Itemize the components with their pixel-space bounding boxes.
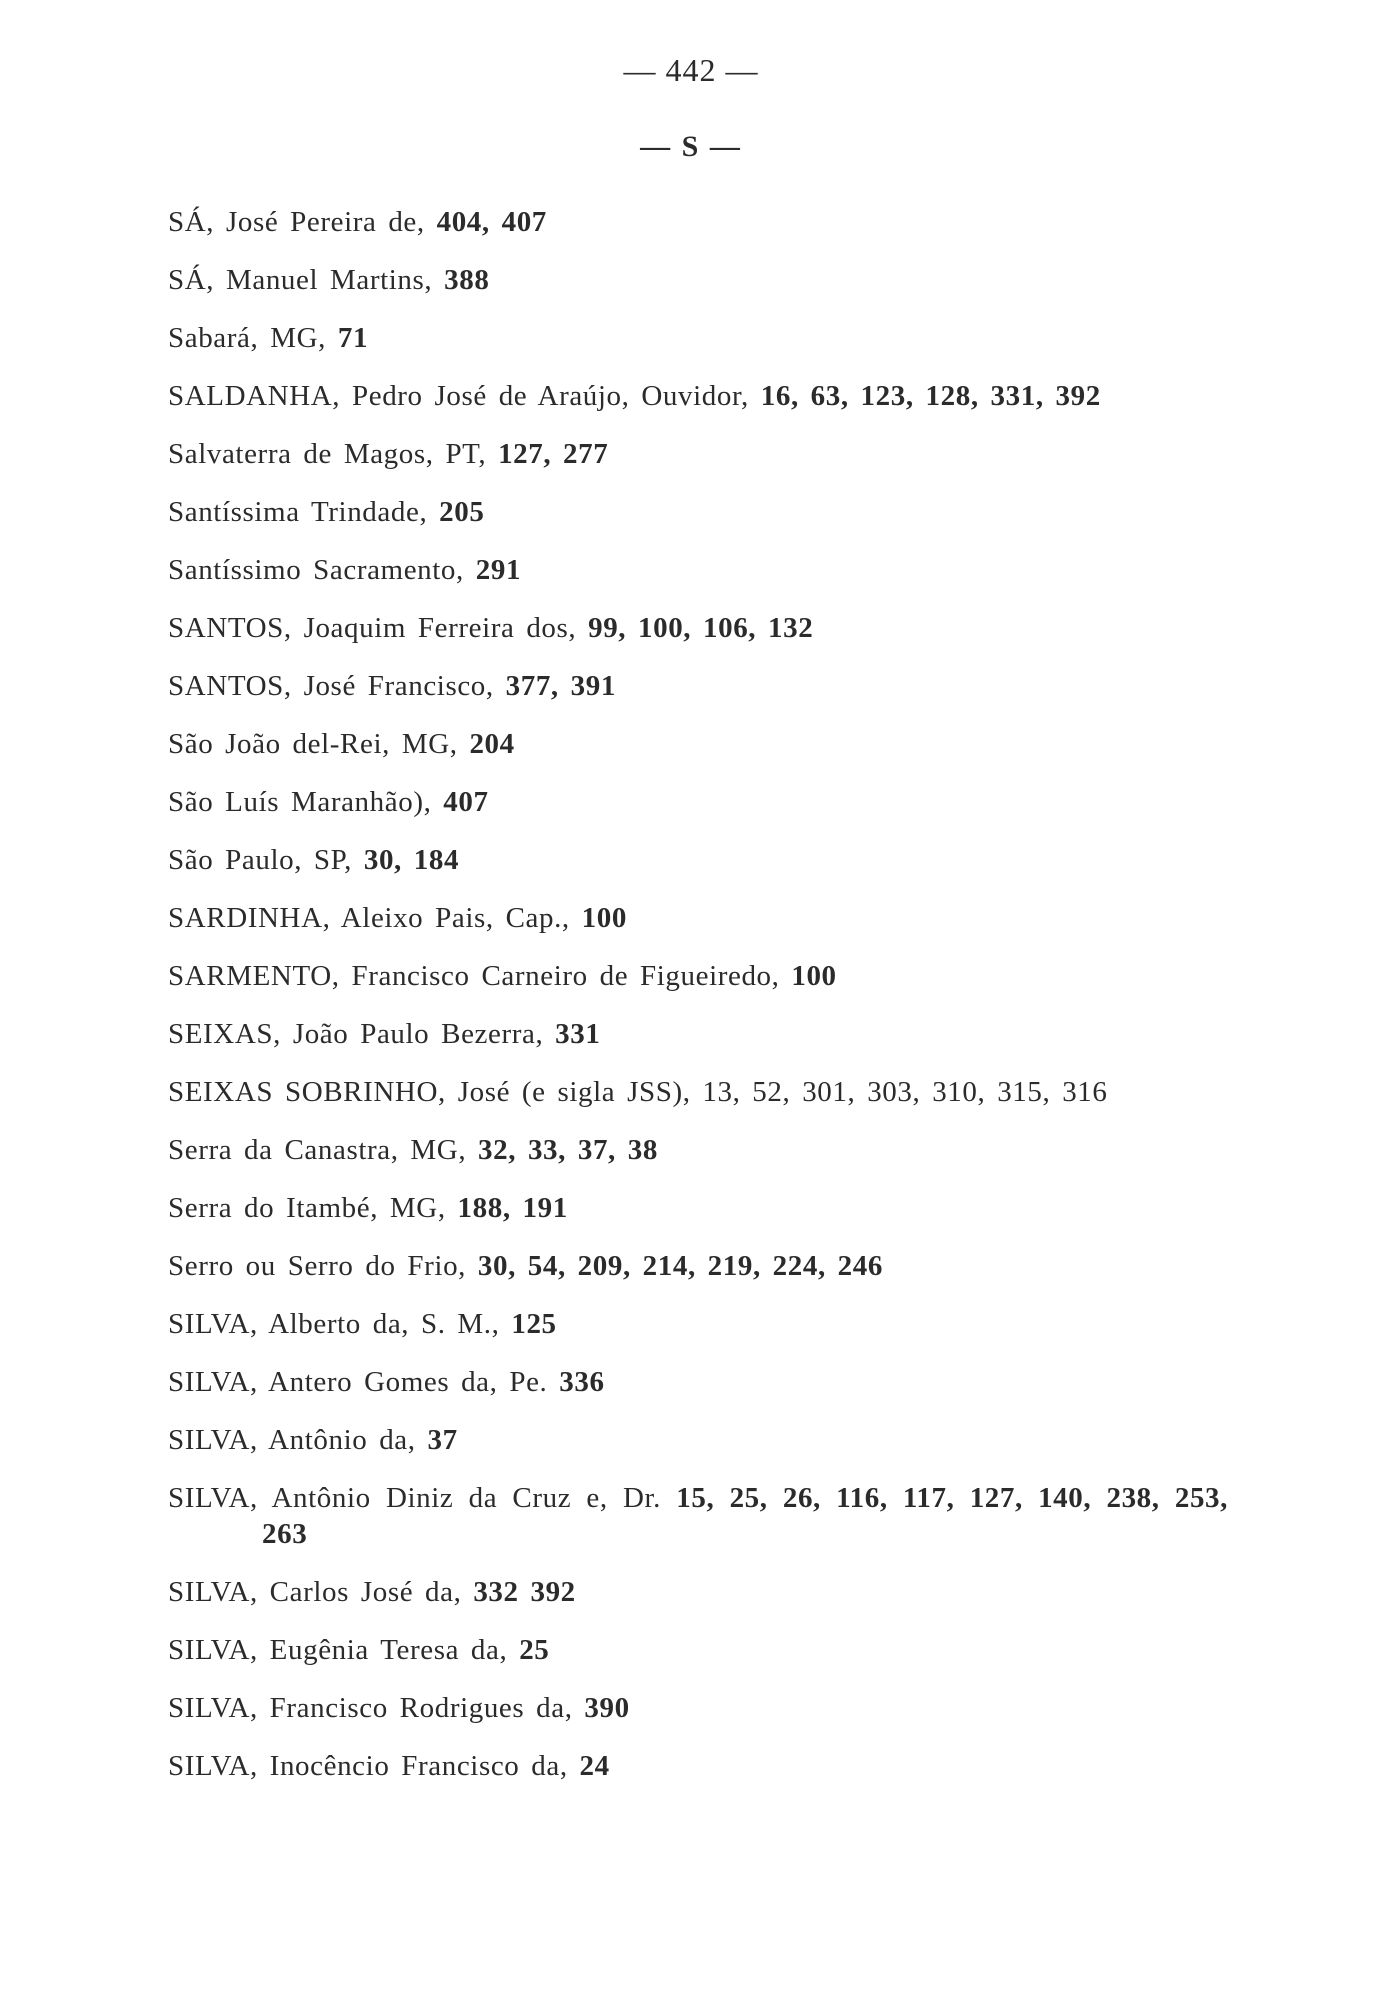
index-entry [168,842,1228,878]
index-entry [168,958,1228,994]
entry-page-refs: 99, 100, 106, 132 [588,612,814,644]
entry-name: SANTOS, José Francisco, [168,670,506,702]
entry-page-refs: 25 [519,1634,550,1666]
index-entry [168,1190,1228,1226]
entry-page-refs: 407 [443,786,489,818]
entry-name: SALDANHA, Pedro José de Araújo, Ouvidor, [168,380,761,412]
entry-name: SILVA, Francisco Rodrigues da, [168,1692,585,1724]
entry-page-refs: 16, 63, 123, 128, 331, 392 [760,380,1101,412]
entry-page-refs: 32, 33, 37, 38 [478,1134,658,1166]
entry-name: SILVA, Alberto da, S. M., [168,1308,512,1340]
entry-name: Serra do Itambé, MG, [168,1192,458,1224]
entry-page-refs: 37 [427,1424,458,1456]
entry-name: SARDINHA, Aleixo Pais, Cap., [168,902,582,934]
index-entry [168,1690,1228,1726]
entry-page-refs: 71 [337,322,369,354]
entry-page-refs: 188, 191 [457,1192,568,1224]
entry-page-refs: 100 [581,902,627,934]
index-entry [168,1480,1228,1552]
entry-name: Serra da Canastra, MG, [168,1134,479,1166]
entry-name: SILVA, Carlos José da, [168,1576,474,1608]
entry-page-refs: 205 [439,496,485,528]
entry-name: Santíssima Trindade, [168,496,440,528]
entry-name: SEIXAS, João Paulo Bezerra, [168,1018,556,1050]
index-entry [168,204,1228,240]
index-entry [168,1748,1228,1784]
entry-name: SILVA, Antero Gomes da, Pe. [168,1366,560,1398]
entry-name: SILVA, Eugênia Teresa da, [168,1634,520,1666]
entry-page-refs: 332 392 [473,1576,576,1608]
entry-name: SARMENTO, Francisco Carneiro de Figueiredo, [168,960,792,992]
entry-name: Sabará, MG, [168,322,338,354]
index-entry-list [168,204,1228,1806]
entry-name: São Paulo, SP, [168,844,364,876]
entry-page-refs: 127, 277 [498,438,609,470]
index-entry [168,900,1228,936]
entry-name: SILVA, Antônio Diniz da Cruz e, Dr. [168,1482,677,1514]
entry-page-refs: 30, 54, 209, 214, 219, 224, 246 [477,1250,883,1282]
index-entry [168,320,1228,356]
index-entry [168,784,1228,820]
entry-page-refs: 377, 391 [505,670,616,702]
page-number: — 442 — [623,52,759,88]
index-entry [168,262,1228,298]
entry-name: SILVA, Inocêncio Francisco da, [168,1750,580,1782]
index-entry [168,1306,1228,1342]
entry-page-refs: 24 [579,1750,610,1782]
entry-page-refs: 331 [555,1018,601,1050]
entry-page-refs: 100 [791,960,837,992]
index-entry [168,1074,1228,1110]
entry-page-refs: 388 [444,264,490,296]
entry-name: SÁ, José Pereira de, [168,206,437,238]
index-entry [168,1016,1228,1052]
index-entry [168,610,1228,646]
entry-page-refs: 390 [584,1692,630,1724]
entry-name: São Luís Maranhão), [168,786,444,818]
entry-name: SEIXAS SOBRINHO, José (e sigla JSS), 13, 52, 301, 303, 310, 315, 316 [168,1076,1108,1108]
entry-name: São João del-Rei, MG, [168,728,470,760]
index-entry [168,1248,1228,1284]
index-entry [168,436,1228,472]
index-entry [168,378,1228,414]
entry-name: Santíssimo Sacramento, [168,554,476,586]
entry-page-refs: 336 [559,1366,605,1398]
entry-page-refs: 125 [511,1308,557,1340]
index-entry [168,1422,1228,1458]
entry-page-refs: 204 [469,728,515,760]
entry-page-refs: 15, 25, 26, 116, 117, 127, 140, 238, 253, 263 [262,1482,1228,1550]
index-entry [168,1574,1228,1610]
index-entry [168,552,1228,588]
entry-page-refs: 30, 184 [363,844,460,876]
entry-name: SILVA, Antônio da, [168,1424,428,1456]
entry-name: Salvaterra de Magos, PT, [168,438,499,470]
entry-page-refs: 404, 407 [436,206,547,238]
index-entry [168,1632,1228,1668]
index-entry [168,1132,1228,1168]
index-entry [168,494,1228,530]
index-entry [168,1364,1228,1400]
index-entry [168,726,1228,762]
entry-name: SÁ, Manuel Martins, [168,264,445,296]
entry-name: Serro ou Serro do Frio, [168,1250,478,1282]
section-heading: — S — [640,130,742,163]
index-entry [168,668,1228,704]
entry-name: SANTOS, Joaquim Ferreira dos, [168,612,589,644]
entry-page-refs: 291 [475,554,522,586]
